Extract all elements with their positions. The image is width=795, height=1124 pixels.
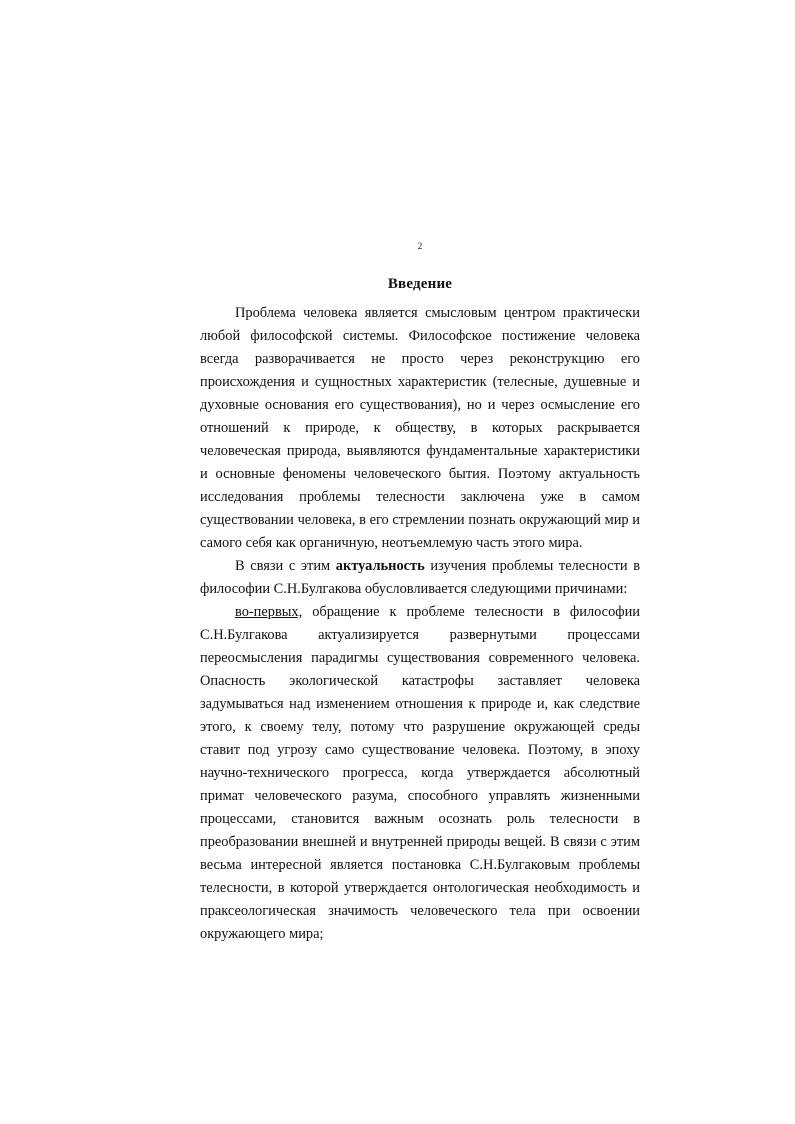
paragraph-intro: Проблема человека является смысловым центром практически любой философской системы. Философское постижение человека всегда разворачивается не просто через реконструкцию его происхождения и сущностных характеристик (телесные, душевные и духовные основания его существования), но и через осмысление его отношений к природе, к обществу, в которых раскрывается человеческая природа, выявляются фундаментальные характеристики и основные феномены человеческого бытия. Поэтому актуальность исследования проблемы телесности заключена уже в самом существовании человека, в его стремлении познать окружающий мир и самого себя как органичную, неотъемлемую часть этого мира. — [200, 305, 640, 551]
first-reason-text: обращение к проблеме телесности в философии С.Н.Булгакова актуализируется развернутыми процессами переосмысления парадигмы существования современного человека. Опасность экологической катастрофы заставляет человека задумываться над изменением отношения к природе и, как следствие этого, к своему телу, потому что разрушение окружающей среды ставит под угрозу само существование человека. Поэтому, в эпоху научно-технического прогресса, когда утверждается абсолютный примат человеческого разума, способного управлять жизненными процессами, становится важным осознать роль телесности в преобразовании внешней и внутренней природы вещей. В связи с этим весьма интересной является постановка С.Н.Булгаковым проблемы телесности, в которой утверждается онтологическая необходимость и праксеологическая значимость человеческого тела при освоении окружающего мира; — [200, 604, 640, 942]
page-number: 2 — [417, 241, 423, 251]
first-reason-marker: во-первых, — [235, 604, 303, 620]
paragraph-relevance-start: В связи с этим — [235, 558, 336, 574]
paragraph-relevance — [200, 555, 640, 601]
page-title: Введение — [387, 276, 453, 292]
paragraph-relevance-end: изучения проблемы телесности в философии С.Н.Булгакова обусловливается следующими причинами: — [200, 558, 640, 597]
relevance-term: актуальность — [335, 558, 425, 574]
paragraph-first-reason — [200, 601, 640, 946]
body-text — [200, 302, 640, 946]
